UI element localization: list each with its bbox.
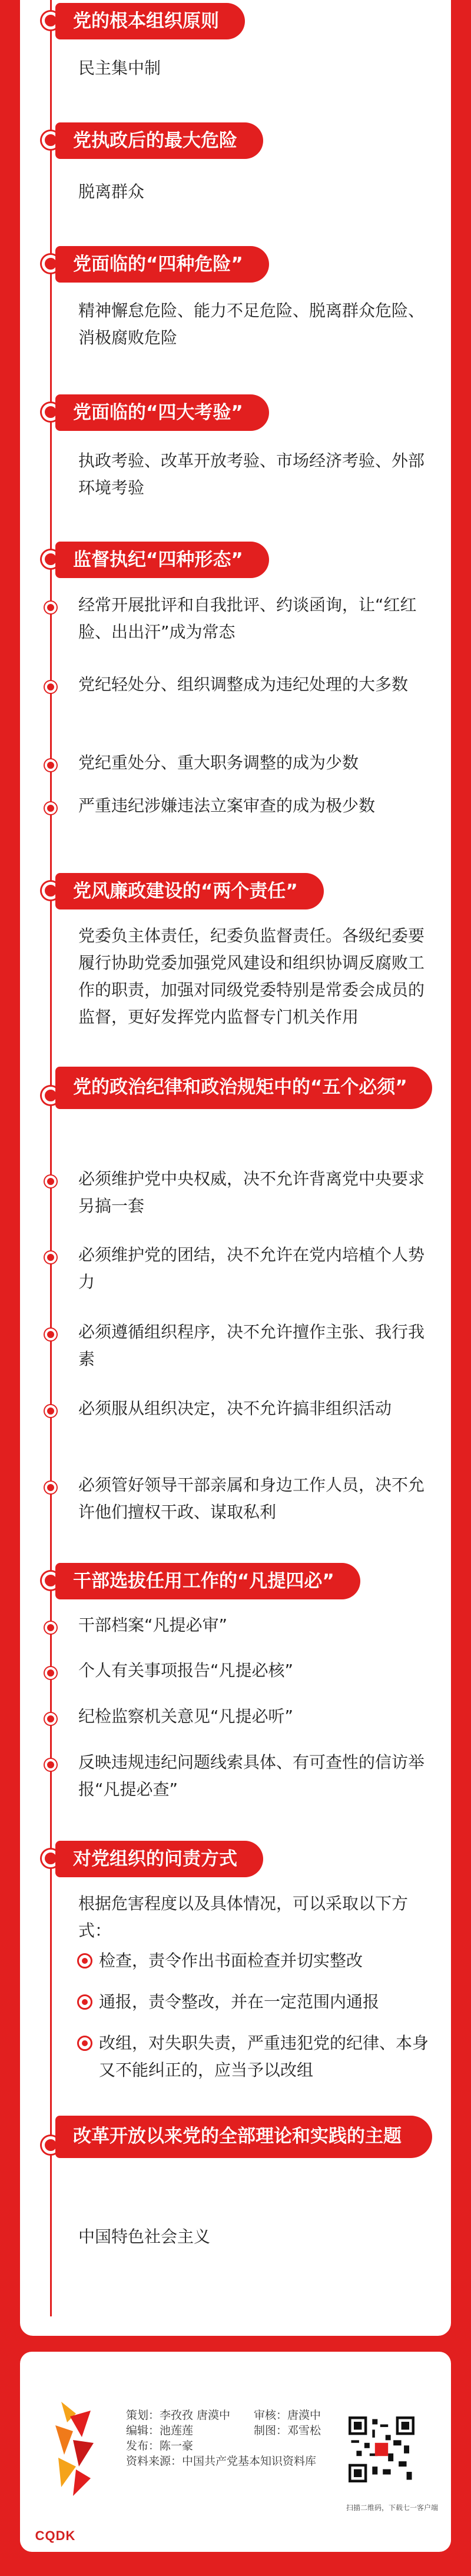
- list-item: 党纪轻处分、组织调整成为违纪处理的大多数: [78, 675, 409, 694]
- section-text-2: 脱离群众: [78, 182, 145, 201]
- section-heading-8: 干部选拔任用工作的“凡提四必”: [55, 1563, 360, 1599]
- timeline-dot: [45, 1482, 57, 1493]
- credit-line: 发布：陈一豪: [126, 2439, 194, 2452]
- list-item: 必须维护党的团结，决不允许在党内培植个人势力: [78, 1245, 425, 1292]
- credit-line: 审核：唐漠中: [254, 2409, 321, 2422]
- section-heading-10: 改革开放以来党的全部理论和实践的主题: [55, 2116, 432, 2158]
- bullet-text: 检查，责令作出书面检查并切实整改: [99, 1951, 363, 1970]
- timeline-dot: [45, 602, 57, 613]
- section-text-6: 党委负主体责任，纪委负监督责任。各级纪委要履行协助党委加强党风建设和组织协调反腐败工作的职责，加强对同级党委特别是常委会成员的监督，更好发挥党内监督专门机关作用: [78, 926, 425, 1027]
- section-heading-4: 党面临的“四大考验”: [55, 394, 269, 431]
- section-heading-2: 党执政后的最大危险: [55, 122, 263, 159]
- timeline-dot: [45, 1176, 57, 1187]
- bullet-text: 改组，对失职失责，严重违犯党的纪律、本身又不能纠正的，应当予以改组: [99, 2033, 429, 2080]
- timeline-dot: [45, 1252, 57, 1263]
- list-item: 经常开展批评和自我批评、约谈函询，让“红红脸、出出汗”成为常态: [78, 595, 417, 642]
- credit-line: 策划：李孜孜 唐漠中: [126, 2409, 231, 2422]
- qr-caption: 扫描二维码，下载七一客户端: [346, 2504, 439, 2512]
- timeline-dot: [45, 802, 57, 814]
- timeline-dot: [45, 1713, 57, 1725]
- timeline-line: [50, 0, 52, 2316]
- timeline-dot: [45, 1405, 57, 1417]
- section-heading-6: 党风廉政建设的“两个责任”: [55, 873, 324, 909]
- section-text-10: 中国特色社会主义: [78, 2227, 211, 2246]
- bullet-ring-icon: [77, 1953, 92, 1968]
- section-heading-1: 党的根本组织原则: [55, 3, 245, 39]
- list-item: 党纪重处分、重大职务调整的成为少数: [78, 753, 359, 772]
- bullet-text: 通报，责令整改，并在一定范围内通报: [99, 1992, 380, 2011]
- list-item: 严重违纪涉嫌违法立案审查的成为极少数: [78, 796, 376, 815]
- section-heading-9: 对党组织的问责方式: [55, 1841, 263, 1877]
- section-heading-5: 监督执纪“四种形态”: [55, 542, 269, 578]
- timeline-dot: [45, 1667, 57, 1679]
- qr-code-icon[interactable]: [349, 2416, 414, 2482]
- list-item: 必须遵循组织程序，决不允许擅作主张、我行我素: [78, 1322, 425, 1369]
- list-item: 必须管好领导干部亲属和身边工作人员，决不允许他们擅权干政、谋取私利: [78, 1475, 425, 1522]
- timeline-dot: [45, 1759, 57, 1771]
- list-item: 反映违规违纪问题线索具体、有可查性的信访举报“凡提必查”: [78, 1752, 425, 1799]
- credit-line: 制图：邓雪松: [254, 2424, 321, 2437]
- section-text-3: 精神懈怠危险、能力不足危险、脱离群众危险、消极腐败危险: [78, 301, 425, 347]
- section-text-9: 根据危害程度以及具体情况，可以采取以下方式：: [78, 1894, 409, 1940]
- section-text-1: 民主集中制: [78, 58, 161, 78]
- bullet-ring-icon: [77, 2036, 92, 2051]
- list-item: 个人有关事项报告“凡提必核”: [78, 1661, 294, 1680]
- footer-panel: [20, 2352, 451, 2552]
- list-item: 必须维护党中央权威，决不允许背离党中央要求另搞一套: [78, 1169, 425, 1216]
- credit-line: 编辑：池莲莲: [126, 2424, 194, 2437]
- timeline-dot: [45, 1622, 57, 1634]
- list-item: 必须服从组织决定，决不允许搞非组织活动: [78, 1399, 392, 1418]
- timeline-dot: [45, 681, 57, 693]
- bullet-ring-icon: [77, 1994, 92, 2010]
- timeline-dot: [45, 1329, 57, 1340]
- credit-line: 资料来源：中国共产党基本知识资料库: [126, 2455, 317, 2468]
- cqdk-logo-icon: [44, 2390, 102, 2508]
- timeline-dot: [45, 759, 57, 771]
- list-item: 干部档案“凡提必审”: [78, 1615, 228, 1635]
- logo-text: CQDK: [35, 2528, 76, 2543]
- section-text-4: 执政考验、改革开放考验、市场经济考验、外部环境考验: [78, 451, 425, 497]
- list-item: 纪检监察机关意见“凡提必听”: [78, 1707, 294, 1726]
- section-heading-7: 党的政治纪律和政治规矩中的“五个必须”: [55, 1067, 432, 1109]
- section-heading-3: 党面临的“四种危险”: [55, 246, 269, 283]
